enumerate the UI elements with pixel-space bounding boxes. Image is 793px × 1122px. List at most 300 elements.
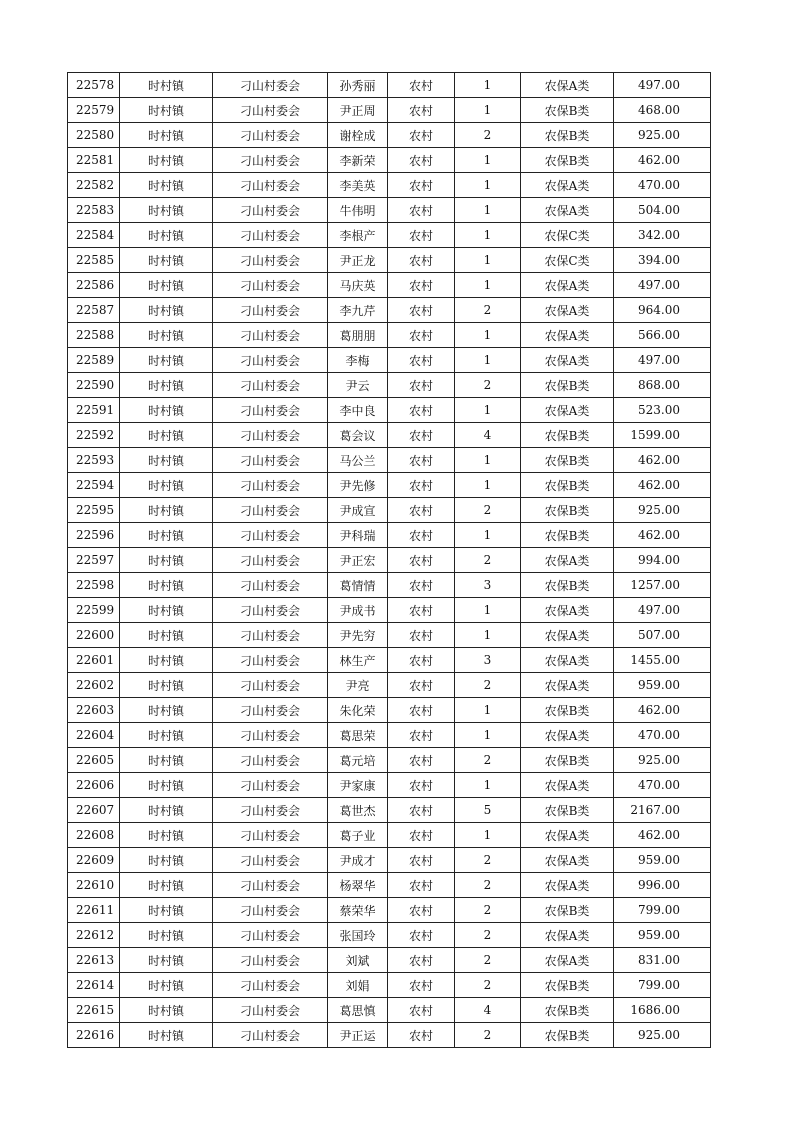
record-id-cell: 22612 — [68, 923, 120, 948]
household-count-cell: 2 — [455, 123, 521, 148]
area-type-cell: 农村 — [388, 723, 455, 748]
record-id-cell: 22585 — [68, 248, 120, 273]
amount-cell: 964.00 — [614, 298, 711, 323]
household-count-cell: 2 — [455, 1023, 521, 1048]
insurance-category-cell: 农保B类 — [521, 798, 614, 823]
household-count-cell: 2 — [455, 973, 521, 998]
person-name-cell: 尹先修 — [328, 473, 388, 498]
table-row — [68, 548, 711, 573]
person-name-cell: 尹亮 — [328, 673, 388, 698]
record-table-body — [68, 73, 711, 1048]
amount-cell: 925.00 — [614, 748, 711, 773]
person-name-cell: 葛世杰 — [328, 798, 388, 823]
table-row — [68, 673, 711, 698]
amount-cell: 523.00 — [614, 398, 711, 423]
person-name-cell: 李美英 — [328, 173, 388, 198]
amount-cell: 470.00 — [614, 173, 711, 198]
table-row — [68, 623, 711, 648]
household-count-cell: 1 — [455, 223, 521, 248]
household-count-cell: 2 — [455, 898, 521, 923]
area-type-cell: 农村 — [388, 473, 455, 498]
area-type-cell: 农村 — [388, 323, 455, 348]
record-id-cell: 22609 — [68, 848, 120, 873]
table-row — [68, 873, 711, 898]
village-committee-cell: 刁山村委会 — [213, 523, 328, 548]
amount-cell: 497.00 — [614, 348, 711, 373]
record-id-cell: 22607 — [68, 798, 120, 823]
household-count-cell: 2 — [455, 373, 521, 398]
record-id-cell: 22604 — [68, 723, 120, 748]
insurance-category-cell: 农保B类 — [521, 98, 614, 123]
amount-cell: 959.00 — [614, 673, 711, 698]
town-cell: 时村镇 — [120, 623, 213, 648]
record-table — [67, 72, 711, 1048]
insurance-category-cell: 农保A类 — [521, 173, 614, 198]
area-type-cell: 农村 — [388, 223, 455, 248]
person-name-cell: 刘斌 — [328, 948, 388, 973]
person-name-cell: 牛伟明 — [328, 198, 388, 223]
table-row — [68, 223, 711, 248]
person-name-cell: 尹正宏 — [328, 548, 388, 573]
record-id-cell: 22589 — [68, 348, 120, 373]
household-count-cell: 1 — [455, 348, 521, 373]
area-type-cell: 农村 — [388, 998, 455, 1023]
town-cell: 时村镇 — [120, 448, 213, 473]
person-name-cell: 尹云 — [328, 373, 388, 398]
record-id-cell: 22597 — [68, 548, 120, 573]
table-row — [68, 898, 711, 923]
town-cell: 时村镇 — [120, 773, 213, 798]
household-count-cell: 1 — [455, 273, 521, 298]
person-name-cell: 尹家康 — [328, 773, 388, 798]
village-committee-cell: 刁山村委会 — [213, 998, 328, 1023]
person-name-cell: 尹成宣 — [328, 498, 388, 523]
village-committee-cell: 刁山村委会 — [213, 473, 328, 498]
area-type-cell: 农村 — [388, 98, 455, 123]
person-name-cell: 葛子业 — [328, 823, 388, 848]
town-cell: 时村镇 — [120, 473, 213, 498]
town-cell: 时村镇 — [120, 248, 213, 273]
village-committee-cell: 刁山村委会 — [213, 923, 328, 948]
town-cell: 时村镇 — [120, 698, 213, 723]
person-name-cell: 葛会议 — [328, 423, 388, 448]
village-committee-cell: 刁山村委会 — [213, 973, 328, 998]
village-committee-cell: 刁山村委会 — [213, 548, 328, 573]
table-row — [68, 248, 711, 273]
table-row — [68, 373, 711, 398]
insurance-category-cell: 农保A类 — [521, 598, 614, 623]
person-name-cell: 尹正龙 — [328, 248, 388, 273]
person-name-cell: 尹成才 — [328, 848, 388, 873]
village-committee-cell: 刁山村委会 — [213, 273, 328, 298]
village-committee-cell: 刁山村委会 — [213, 323, 328, 348]
area-type-cell: 农村 — [388, 423, 455, 448]
record-id-cell: 22614 — [68, 973, 120, 998]
amount-cell: 470.00 — [614, 723, 711, 748]
insurance-category-cell: 农保A类 — [521, 648, 614, 673]
area-type-cell: 农村 — [388, 798, 455, 823]
insurance-category-cell: 农保A类 — [521, 673, 614, 698]
town-cell: 时村镇 — [120, 373, 213, 398]
table-row — [68, 923, 711, 948]
record-id-cell: 22582 — [68, 173, 120, 198]
insurance-category-cell: 农保A类 — [521, 548, 614, 573]
record-id-cell: 22603 — [68, 698, 120, 723]
table-row — [68, 823, 711, 848]
household-count-cell: 1 — [455, 198, 521, 223]
area-type-cell: 农村 — [388, 923, 455, 948]
household-count-cell: 1 — [455, 173, 521, 198]
record-id-cell: 22591 — [68, 398, 120, 423]
insurance-category-cell: 农保A类 — [521, 398, 614, 423]
town-cell: 时村镇 — [120, 748, 213, 773]
record-id-cell: 22608 — [68, 823, 120, 848]
insurance-category-cell: 农保B类 — [521, 573, 614, 598]
table-row — [68, 323, 711, 348]
town-cell: 时村镇 — [120, 148, 213, 173]
area-type-cell: 农村 — [388, 648, 455, 673]
person-name-cell: 葛元培 — [328, 748, 388, 773]
town-cell: 时村镇 — [120, 398, 213, 423]
amount-cell: 507.00 — [614, 623, 711, 648]
table-row — [68, 298, 711, 323]
table-row — [68, 798, 711, 823]
table-row — [68, 1023, 711, 1048]
amount-cell: 2167.00 — [614, 798, 711, 823]
village-committee-cell: 刁山村委会 — [213, 873, 328, 898]
insurance-category-cell: 农保B类 — [521, 448, 614, 473]
household-count-cell: 5 — [455, 798, 521, 823]
amount-cell: 497.00 — [614, 598, 711, 623]
person-name-cell: 葛情情 — [328, 573, 388, 598]
amount-cell: 462.00 — [614, 473, 711, 498]
insurance-category-cell: 农保A类 — [521, 298, 614, 323]
amount-cell: 799.00 — [614, 898, 711, 923]
record-id-cell: 22613 — [68, 948, 120, 973]
town-cell: 时村镇 — [120, 98, 213, 123]
town-cell: 时村镇 — [120, 648, 213, 673]
table-row — [68, 773, 711, 798]
record-id-cell: 22616 — [68, 1023, 120, 1048]
town-cell: 时村镇 — [120, 923, 213, 948]
table-row — [68, 848, 711, 873]
record-id-cell: 22588 — [68, 323, 120, 348]
insurance-category-cell: 农保C类 — [521, 223, 614, 248]
amount-cell: 996.00 — [614, 873, 711, 898]
record-id-cell: 22611 — [68, 898, 120, 923]
table-row — [68, 723, 711, 748]
town-cell: 时村镇 — [120, 423, 213, 448]
insurance-category-cell: 农保B类 — [521, 523, 614, 548]
record-id-cell: 22584 — [68, 223, 120, 248]
area-type-cell: 农村 — [388, 548, 455, 573]
village-committee-cell: 刁山村委会 — [213, 798, 328, 823]
town-cell: 时村镇 — [120, 573, 213, 598]
area-type-cell: 农村 — [388, 623, 455, 648]
insurance-category-cell: 农保B类 — [521, 998, 614, 1023]
record-id-cell: 22602 — [68, 673, 120, 698]
insurance-category-cell: 农保B类 — [521, 473, 614, 498]
table-row — [68, 948, 711, 973]
village-committee-cell: 刁山村委会 — [213, 448, 328, 473]
household-count-cell: 2 — [455, 848, 521, 873]
village-committee-cell: 刁山村委会 — [213, 98, 328, 123]
town-cell: 时村镇 — [120, 1023, 213, 1048]
village-committee-cell: 刁山村委会 — [213, 248, 328, 273]
insurance-category-cell: 农保B类 — [521, 1023, 614, 1048]
table-row — [68, 448, 711, 473]
record-id-cell: 22600 — [68, 623, 120, 648]
amount-cell: 959.00 — [614, 923, 711, 948]
person-name-cell: 张国玲 — [328, 923, 388, 948]
town-cell: 时村镇 — [120, 598, 213, 623]
insurance-category-cell: 农保C类 — [521, 248, 614, 273]
town-cell: 时村镇 — [120, 348, 213, 373]
insurance-category-cell: 农保A类 — [521, 923, 614, 948]
table-row — [68, 573, 711, 598]
household-count-cell: 2 — [455, 498, 521, 523]
household-count-cell: 1 — [455, 773, 521, 798]
town-cell: 时村镇 — [120, 673, 213, 698]
insurance-category-cell: 农保B类 — [521, 898, 614, 923]
insurance-category-cell: 农保B类 — [521, 698, 614, 723]
village-committee-cell: 刁山村委会 — [213, 948, 328, 973]
village-committee-cell: 刁山村委会 — [213, 373, 328, 398]
amount-cell: 504.00 — [614, 198, 711, 223]
area-type-cell: 农村 — [388, 748, 455, 773]
insurance-category-cell: 农保A类 — [521, 723, 614, 748]
village-committee-cell: 刁山村委会 — [213, 848, 328, 873]
person-name-cell: 杨翠华 — [328, 873, 388, 898]
area-type-cell: 农村 — [388, 823, 455, 848]
village-committee-cell: 刁山村委会 — [213, 298, 328, 323]
insurance-category-cell: 农保B类 — [521, 498, 614, 523]
record-id-cell: 22601 — [68, 648, 120, 673]
village-committee-cell: 刁山村委会 — [213, 673, 328, 698]
person-name-cell: 葛朋朋 — [328, 323, 388, 348]
village-committee-cell: 刁山村委会 — [213, 198, 328, 223]
person-name-cell: 谢栓成 — [328, 123, 388, 148]
village-committee-cell: 刁山村委会 — [213, 423, 328, 448]
town-cell: 时村镇 — [120, 523, 213, 548]
village-committee-cell: 刁山村委会 — [213, 1023, 328, 1048]
insurance-category-cell: 农保A类 — [521, 273, 614, 298]
area-type-cell: 农村 — [388, 273, 455, 298]
village-committee-cell: 刁山村委会 — [213, 173, 328, 198]
area-type-cell: 农村 — [388, 873, 455, 898]
person-name-cell: 葛思荣 — [328, 723, 388, 748]
town-cell: 时村镇 — [120, 873, 213, 898]
amount-cell: 799.00 — [614, 973, 711, 998]
town-cell: 时村镇 — [120, 973, 213, 998]
town-cell: 时村镇 — [120, 848, 213, 873]
record-id-cell: 22594 — [68, 473, 120, 498]
record-id-cell: 22580 — [68, 123, 120, 148]
person-name-cell: 尹正周 — [328, 98, 388, 123]
household-count-cell: 2 — [455, 673, 521, 698]
table-row — [68, 173, 711, 198]
amount-cell: 959.00 — [614, 848, 711, 873]
table-row — [68, 998, 711, 1023]
area-type-cell: 农村 — [388, 248, 455, 273]
amount-cell: 925.00 — [614, 1023, 711, 1048]
person-name-cell: 朱化荣 — [328, 698, 388, 723]
village-committee-cell: 刁山村委会 — [213, 698, 328, 723]
area-type-cell: 农村 — [388, 123, 455, 148]
person-name-cell: 李中良 — [328, 398, 388, 423]
person-name-cell: 尹科瑞 — [328, 523, 388, 548]
record-id-cell: 22586 — [68, 273, 120, 298]
amount-cell: 497.00 — [614, 73, 711, 98]
household-count-cell: 1 — [455, 723, 521, 748]
person-name-cell: 尹成书 — [328, 598, 388, 623]
household-count-cell: 4 — [455, 423, 521, 448]
record-id-cell: 22590 — [68, 373, 120, 398]
village-committee-cell: 刁山村委会 — [213, 348, 328, 373]
town-cell: 时村镇 — [120, 198, 213, 223]
household-count-cell: 1 — [455, 398, 521, 423]
village-committee-cell: 刁山村委会 — [213, 598, 328, 623]
amount-cell: 342.00 — [614, 223, 711, 248]
village-committee-cell: 刁山村委会 — [213, 898, 328, 923]
household-count-cell: 2 — [455, 298, 521, 323]
person-name-cell: 李根产 — [328, 223, 388, 248]
village-committee-cell: 刁山村委会 — [213, 748, 328, 773]
area-type-cell: 农村 — [388, 948, 455, 973]
table-row — [68, 198, 711, 223]
household-count-cell: 1 — [455, 148, 521, 173]
table-row — [68, 398, 711, 423]
record-id-cell: 22615 — [68, 998, 120, 1023]
table-row — [68, 98, 711, 123]
insurance-category-cell: 农保A类 — [521, 623, 614, 648]
insurance-category-cell: 农保A类 — [521, 73, 614, 98]
table-row — [68, 123, 711, 148]
village-committee-cell: 刁山村委会 — [213, 623, 328, 648]
amount-cell: 1455.00 — [614, 648, 711, 673]
village-committee-cell: 刁山村委会 — [213, 148, 328, 173]
area-type-cell: 农村 — [388, 173, 455, 198]
amount-cell: 868.00 — [614, 373, 711, 398]
household-count-cell: 3 — [455, 648, 521, 673]
amount-cell: 1257.00 — [614, 573, 711, 598]
village-committee-cell: 刁山村委会 — [213, 223, 328, 248]
village-committee-cell: 刁山村委会 — [213, 823, 328, 848]
table-row — [68, 73, 711, 98]
amount-cell: 468.00 — [614, 98, 711, 123]
town-cell: 时村镇 — [120, 898, 213, 923]
area-type-cell: 农村 — [388, 73, 455, 98]
area-type-cell: 农村 — [388, 773, 455, 798]
household-count-cell: 1 — [455, 473, 521, 498]
household-count-cell: 1 — [455, 598, 521, 623]
record-id-cell: 22605 — [68, 748, 120, 773]
area-type-cell: 农村 — [388, 673, 455, 698]
town-cell: 时村镇 — [120, 298, 213, 323]
person-name-cell: 刘娟 — [328, 973, 388, 998]
area-type-cell: 农村 — [388, 898, 455, 923]
insurance-category-cell: 农保A类 — [521, 323, 614, 348]
insurance-category-cell: 农保B类 — [521, 373, 614, 398]
person-name-cell: 马公兰 — [328, 448, 388, 473]
household-count-cell: 2 — [455, 923, 521, 948]
household-count-cell: 1 — [455, 698, 521, 723]
amount-cell: 831.00 — [614, 948, 711, 973]
insurance-category-cell: 农保A类 — [521, 848, 614, 873]
village-committee-cell: 刁山村委会 — [213, 723, 328, 748]
amount-cell: 462.00 — [614, 823, 711, 848]
person-name-cell: 李九芹 — [328, 298, 388, 323]
person-name-cell: 葛思慎 — [328, 998, 388, 1023]
area-type-cell: 农村 — [388, 348, 455, 373]
town-cell: 时村镇 — [120, 723, 213, 748]
town-cell: 时村镇 — [120, 173, 213, 198]
person-name-cell: 尹正运 — [328, 1023, 388, 1048]
table-row — [68, 348, 711, 373]
area-type-cell: 农村 — [388, 698, 455, 723]
town-cell: 时村镇 — [120, 823, 213, 848]
area-type-cell: 农村 — [388, 973, 455, 998]
household-count-cell: 3 — [455, 573, 521, 598]
amount-cell: 1686.00 — [614, 998, 711, 1023]
table-row — [68, 498, 711, 523]
village-committee-cell: 刁山村委会 — [213, 498, 328, 523]
household-count-cell: 1 — [455, 98, 521, 123]
record-id-cell: 22593 — [68, 448, 120, 473]
table-row — [68, 748, 711, 773]
area-type-cell: 农村 — [388, 848, 455, 873]
table-row — [68, 648, 711, 673]
household-count-cell: 1 — [455, 248, 521, 273]
town-cell: 时村镇 — [120, 323, 213, 348]
area-type-cell: 农村 — [388, 448, 455, 473]
amount-cell: 462.00 — [614, 448, 711, 473]
household-count-cell: 2 — [455, 548, 521, 573]
household-count-cell: 2 — [455, 948, 521, 973]
household-count-cell: 1 — [455, 73, 521, 98]
record-id-cell: 22592 — [68, 423, 120, 448]
insurance-category-cell: 农保A类 — [521, 198, 614, 223]
amount-cell: 462.00 — [614, 523, 711, 548]
village-committee-cell: 刁山村委会 — [213, 123, 328, 148]
amount-cell: 470.00 — [614, 773, 711, 798]
insurance-category-cell: 农保B类 — [521, 748, 614, 773]
town-cell: 时村镇 — [120, 273, 213, 298]
record-id-cell: 22581 — [68, 148, 120, 173]
record-id-cell: 22606 — [68, 773, 120, 798]
table-row — [68, 423, 711, 448]
area-type-cell: 农村 — [388, 298, 455, 323]
area-type-cell: 农村 — [388, 1023, 455, 1048]
household-count-cell: 1 — [455, 323, 521, 348]
area-type-cell: 农村 — [388, 523, 455, 548]
area-type-cell: 农村 — [388, 598, 455, 623]
amount-cell: 994.00 — [614, 548, 711, 573]
insurance-category-cell: 农保B类 — [521, 123, 614, 148]
table-row — [68, 148, 711, 173]
insurance-category-cell: 农保A类 — [521, 873, 614, 898]
table-row — [68, 473, 711, 498]
area-type-cell: 农村 — [388, 148, 455, 173]
area-type-cell: 农村 — [388, 373, 455, 398]
area-type-cell: 农村 — [388, 398, 455, 423]
insurance-category-cell: 农保A类 — [521, 823, 614, 848]
town-cell: 时村镇 — [120, 998, 213, 1023]
table-row — [68, 273, 711, 298]
record-id-cell: 22587 — [68, 298, 120, 323]
amount-cell: 925.00 — [614, 123, 711, 148]
household-count-cell: 4 — [455, 998, 521, 1023]
